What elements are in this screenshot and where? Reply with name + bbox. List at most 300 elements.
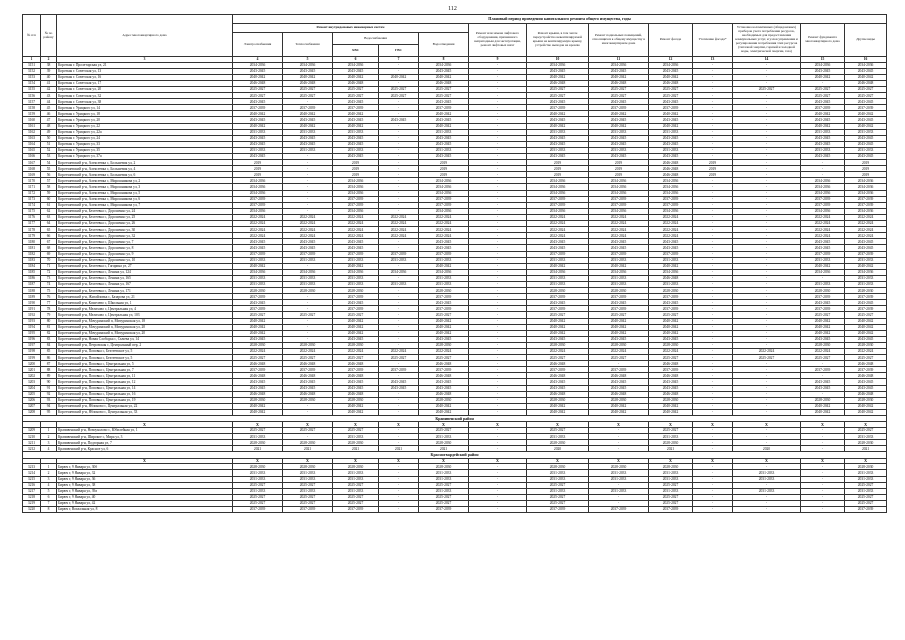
- table-cell: 2043-2045: [283, 245, 333, 251]
- table-cell: 2028-2030: [527, 464, 589, 470]
- table-cell: -: [379, 190, 419, 196]
- table-cell: -: [469, 129, 527, 135]
- table-cell: -: [283, 166, 333, 172]
- table-cell: 3188: [23, 288, 41, 294]
- table-cell: -: [733, 123, 801, 129]
- table-cell: -: [693, 355, 733, 361]
- table-cell: 2031-2033: [283, 275, 333, 281]
- table-cell: 2037-2039: [527, 251, 589, 257]
- table-cell: 2019: [845, 172, 887, 178]
- table-cell: 2025-2027: [649, 494, 693, 500]
- table-cell: 2031-2033: [333, 434, 379, 440]
- table-cell: 2021: [283, 446, 333, 452]
- table-cell: 50: [41, 135, 57, 141]
- table-cell: 11: [589, 57, 649, 63]
- table-cell: 2040-2042: [233, 324, 283, 330]
- table-cell: 2031-2033: [801, 257, 845, 263]
- table-cell: 3218: [23, 494, 41, 500]
- table-cell: 2040-2042: [589, 74, 649, 80]
- table-cell: 2046-2048: [845, 80, 887, 86]
- table-cell: 2043-2045: [283, 141, 333, 147]
- table-cell: 2040-2042: [379, 74, 419, 80]
- table-cell: -: [379, 318, 419, 324]
- table-cell: 54: [41, 160, 57, 166]
- header-internal-systems: Ремонт внутридомовых инженерных систем: [233, 24, 469, 33]
- table-cell: -: [801, 428, 845, 434]
- table-cell: 2037-2039: [801, 202, 845, 208]
- table-cell: 2025-2027: [419, 428, 469, 434]
- table-cell: -: [733, 93, 801, 99]
- table-cell: 2025-2027: [233, 93, 283, 99]
- table-cell: 2040-2042: [233, 330, 283, 336]
- table-cell: 3166: [23, 154, 41, 160]
- table-cell: 2031-2033: [283, 470, 333, 476]
- table-cell: 2028-2030: [333, 342, 379, 348]
- table-cell: Бирюч г, 9 Января ул, 38: [57, 482, 233, 488]
- table-cell: Крапивенский р-н, Красное ул, 6: [57, 446, 233, 452]
- table-cell: 2022-2024: [419, 214, 469, 220]
- table-cell: -: [801, 275, 845, 281]
- table-cell: -: [589, 361, 649, 367]
- table-cell: -: [469, 93, 527, 99]
- table-cell: 2031-2033: [233, 488, 283, 494]
- table-cell: 2025-2027: [283, 482, 333, 488]
- table-cell: 2043-2045: [233, 68, 283, 74]
- table-cell: 58: [41, 184, 57, 190]
- table-cell: 2037-2039: [845, 306, 887, 312]
- table-cell: 2040-2042: [419, 123, 469, 129]
- table-cell: 2040-2042: [649, 74, 693, 80]
- table-cell: -: [733, 190, 801, 196]
- table-cell: 2022-2024: [333, 214, 379, 220]
- table-cell: -: [693, 233, 733, 239]
- table-cell: -: [379, 178, 419, 184]
- table-cell: 2040-2042: [845, 324, 887, 330]
- table-cell: -: [469, 349, 527, 355]
- table-cell: -: [379, 99, 419, 105]
- table-cell: -: [379, 123, 419, 129]
- table-cell: 83: [41, 336, 57, 342]
- table-cell: -: [283, 403, 333, 409]
- table-cell: -: [469, 391, 527, 397]
- table-cell: 2037-2039: [419, 202, 469, 208]
- table-cell: 2040-2042: [419, 74, 469, 80]
- table-cell: 2031-2033: [845, 488, 887, 494]
- table-cell: 2046-2048: [233, 80, 283, 86]
- table-cell: -: [469, 147, 527, 153]
- page-number: 112: [448, 6, 457, 12]
- table-cell: 2025-2027: [845, 86, 887, 92]
- table-cell: 2043-2045: [649, 336, 693, 342]
- table-cell: 2037-2039: [649, 306, 693, 312]
- table-cell: -: [733, 312, 801, 318]
- table-cell: 2043-2045: [233, 379, 283, 385]
- table-cell: 5: [41, 488, 57, 494]
- table-cell: 2043-2045: [589, 99, 649, 105]
- table-cell: 2043-2045: [845, 68, 887, 74]
- table-cell: -: [733, 74, 801, 80]
- table-cell: 3163: [23, 135, 41, 141]
- table-cell: 5: [283, 57, 333, 63]
- table-cell: 2043-2045: [801, 300, 845, 306]
- table-cell: 2040-2042: [333, 403, 379, 409]
- table-cell: 3207: [23, 403, 41, 409]
- table-cell: -: [469, 507, 527, 513]
- table-cell: 2019: [527, 166, 589, 172]
- table-cell: X: [527, 458, 589, 464]
- table-cell: -: [733, 464, 801, 470]
- table-cell: 2031-2033: [333, 257, 379, 263]
- table-cell: -: [733, 428, 801, 434]
- table-cell: 2040-2042: [649, 123, 693, 129]
- table-cell: -: [469, 361, 527, 367]
- table-cell: 2028-2030: [233, 440, 283, 446]
- table-cell: -: [733, 154, 801, 160]
- table-cell: 2025-2027: [333, 428, 379, 434]
- table-cell: -: [469, 68, 527, 74]
- table-cell: 49: [41, 129, 57, 135]
- table-cell: 2034-2036: [527, 269, 589, 275]
- table-cell: 7: [41, 500, 57, 506]
- table-cell: 2043-2045: [589, 141, 649, 147]
- table-cell: 2034-2036: [801, 178, 845, 184]
- table-cell: -: [801, 440, 845, 446]
- table-cell: -: [693, 263, 733, 269]
- table-cell: Коротчаевский р-н, Мочуринский п, Мичуринская ул, 20: [57, 330, 233, 336]
- table-cell: 2031-2033: [845, 434, 887, 440]
- header-heating: Теплоснабжения: [283, 33, 333, 57]
- table-cell: -: [379, 147, 419, 153]
- table-cell: -: [283, 208, 333, 214]
- table-cell: 2040-2042: [845, 123, 887, 129]
- table-cell: 2025-2027: [283, 500, 333, 506]
- table-cell: -: [469, 312, 527, 318]
- table-cell: 2022-2024: [801, 349, 845, 355]
- table-cell: Коротчаевский р-н, Мочуринский п, Мичуринская ул, 20: [57, 324, 233, 330]
- table-cell: -: [693, 269, 733, 275]
- table-cell: Бирюч г, 9 Января ул, 42: [57, 500, 233, 506]
- table-cell: 2022-2024: [527, 227, 589, 233]
- table-cell: -: [693, 367, 733, 373]
- table-cell: 2025-2027: [589, 86, 649, 92]
- table-cell: 2031-2033: [333, 275, 379, 281]
- table-cell: 2040-2042: [419, 330, 469, 336]
- table-cell: 2020: [527, 446, 589, 452]
- table-cell: Короткая г. Советская ул, 13: [57, 68, 233, 74]
- table-cell: 3180: [23, 239, 41, 245]
- table-cell: 2043-2045: [333, 239, 379, 245]
- table-cell: -: [469, 385, 527, 391]
- table-cell: 2022-2024: [333, 227, 379, 233]
- table-cell: 64: [41, 221, 57, 227]
- table-cell: 84: [41, 342, 57, 348]
- table-cell: 2031-2033: [233, 275, 283, 281]
- table-cell: 2043-2045: [419, 141, 469, 147]
- table-cell: -: [469, 440, 527, 446]
- table-cell: -: [283, 160, 333, 166]
- table-cell: 77: [41, 300, 57, 306]
- table-cell: 2034-2036: [333, 190, 379, 196]
- table-cell: 2031-2033: [233, 147, 283, 153]
- table-cell: 61: [41, 202, 57, 208]
- table-cell: 3176: [23, 214, 41, 220]
- table-cell: 2031-2033: [379, 281, 419, 287]
- table-cell: Коротчаевский р-н, Бехтеевка с, Дорошенко ул, 25: [57, 214, 233, 220]
- table-cell: 2031-2033: [233, 470, 283, 476]
- table-cell: Бирюч г, 9 Января ул, 36: [57, 476, 233, 482]
- table-cell: 2037-2039: [589, 367, 649, 373]
- table-cell: -: [379, 470, 419, 476]
- table-cell: 2025-2027: [419, 355, 469, 361]
- table-cell: 2031-2033: [527, 257, 589, 263]
- table-cell: Короткая г. Советская ул, 38: [57, 99, 233, 105]
- table-cell: 3175: [23, 208, 41, 214]
- table-cell: 2040-2042: [801, 403, 845, 409]
- table-cell: 2043-2045: [333, 135, 379, 141]
- table-cell: 2031-2033: [649, 129, 693, 135]
- table-cell: -: [693, 361, 733, 367]
- table-cell: 2031-2033: [649, 434, 693, 440]
- table-cell: 3179: [23, 233, 41, 239]
- table-cell: -: [469, 202, 527, 208]
- table-cell: 4: [41, 446, 57, 452]
- table-cell: -: [693, 245, 733, 251]
- table-cell: 3158: [23, 105, 41, 111]
- table-cell: 2043-2045: [649, 141, 693, 147]
- table-cell: 2: [41, 434, 57, 440]
- table-cell: -: [733, 160, 801, 166]
- table-cell: 2022-2024: [333, 233, 379, 239]
- table-cell: Коротчаевский р-н, Алексеевка с, Большевик ул, 2: [57, 160, 233, 166]
- table-cell: -: [379, 409, 419, 415]
- table-cell: 92: [41, 391, 57, 397]
- table-cell: 2034-2036: [333, 184, 379, 190]
- table-cell: 2031-2033: [333, 129, 379, 135]
- table-cell: 2025-2027: [419, 500, 469, 506]
- table-cell: 2040-2042: [649, 403, 693, 409]
- table-cell: 2037-2039: [233, 294, 283, 300]
- table-cell: 2028-2030: [419, 288, 469, 294]
- table-cell: 2022-2024: [845, 227, 887, 233]
- table-cell: 2025-2027: [333, 355, 379, 361]
- table-cell: 2037-2039: [801, 306, 845, 312]
- table-cell: -: [693, 312, 733, 318]
- table-cell: -: [469, 251, 527, 257]
- table-cell: 2031-2033: [733, 470, 801, 476]
- table-cell: X: [801, 458, 845, 464]
- table-cell: X: [589, 422, 649, 428]
- table-cell: -: [379, 428, 419, 434]
- table-cell: 3217: [23, 488, 41, 494]
- table-cell: 2043-2045: [589, 245, 649, 251]
- table-cell: 2043-2045: [419, 117, 469, 123]
- table-cell: 2037-2039: [589, 306, 649, 312]
- table-cell: -: [733, 440, 801, 446]
- table-cell: 81: [41, 324, 57, 330]
- table-cell: 2022-2024: [283, 227, 333, 233]
- table-cell: 2040-2042: [801, 123, 845, 129]
- table-cell: -: [693, 397, 733, 403]
- table-cell: -: [801, 446, 845, 452]
- table-cell: 42: [41, 86, 57, 92]
- table-cell: Бирюч г, 9 Января ул, 40: [57, 494, 233, 500]
- table-cell: -: [469, 227, 527, 233]
- table-cell: 2031-2033: [283, 129, 333, 135]
- table-cell: 2034-2036: [649, 178, 693, 184]
- table-cell: 85: [41, 349, 57, 355]
- table-cell: 3196: [23, 336, 41, 342]
- table-cell: 2028-2030: [333, 440, 379, 446]
- table-cell: -: [693, 214, 733, 220]
- table-cell: 2019: [589, 160, 649, 166]
- table-cell: 2043-2045: [419, 385, 469, 391]
- header-meters: Установка коллективных (общедомовых) приборов учета потребления ресурсов, необходимых для предоставления коммунальных услуг, и узлов управления и регулирования потребления этих ресурсов (тепловой энергии, горячей и холодной воды, электрической энергии, газа): [733, 24, 801, 57]
- table-cell: 2028-2030: [801, 397, 845, 403]
- table-cell: Коротчаевский р-н, Бехтеевка с, Дорошенко ул, 24: [57, 208, 233, 214]
- table-cell: -: [733, 208, 801, 214]
- table-cell: -: [693, 129, 733, 135]
- table-cell: 2022-2024: [233, 221, 283, 227]
- table-cell: -: [693, 154, 733, 160]
- table-cell: Короткая г. Урицкого ул, 20: [57, 117, 233, 123]
- table-cell: 2040-2042: [233, 74, 283, 80]
- table-cell: 2028-2030: [649, 464, 693, 470]
- table-cell: -: [469, 379, 527, 385]
- table-cell: 2025-2027: [233, 428, 283, 434]
- table-cell: 2043-2045: [333, 385, 379, 391]
- table-cell: -: [733, 281, 801, 287]
- table-cell: 2040-2042: [333, 409, 379, 415]
- table-row: [23, 507, 887, 513]
- table-cell: 2022-2024: [589, 221, 649, 227]
- table-cell: 2046-2048: [649, 80, 693, 86]
- table-cell: -: [693, 482, 733, 488]
- table-cell: 2019: [589, 166, 649, 172]
- table-cell: 2043-2045: [233, 385, 283, 391]
- table-cell: -: [469, 172, 527, 178]
- table-cell: -: [469, 166, 527, 172]
- table-cell: 2028-2030: [419, 464, 469, 470]
- header-roof: Ремонт крыши, в том числе переустройство невентилируемой крыши на вентилируемую крышу, устройство выходов на кровлю: [527, 24, 589, 57]
- table-cell: 2028-2030: [233, 397, 283, 403]
- table-cell: 2031-2033: [527, 476, 589, 482]
- table-cell: -: [469, 74, 527, 80]
- table-cell: 2043-2045: [845, 141, 887, 147]
- table-cell: Коротчаевский р-н, Жигайловка с, Базарова ул, 21: [57, 294, 233, 300]
- table-cell: 2031-2033: [845, 476, 887, 482]
- table-cell: Коротчаевский р-н, Алексеевка с, Большевик ул, 4: [57, 166, 233, 172]
- table-cell: -: [693, 470, 733, 476]
- table-cell: -: [693, 135, 733, 141]
- table-cell: -: [589, 446, 649, 452]
- table-cell: 2040-2042: [589, 409, 649, 415]
- table-cell: -: [379, 464, 419, 470]
- table-cell: -: [801, 476, 845, 482]
- table-cell: 2028-2030: [649, 342, 693, 348]
- table-cell: Коротчаевский р-н, Поповка с, Бехтеевское ул, 5: [57, 349, 233, 355]
- table-cell: 2034-2036: [419, 184, 469, 190]
- table-cell: 88: [41, 367, 57, 373]
- table-cell: 3157: [23, 99, 41, 105]
- table-cell: -: [283, 190, 333, 196]
- table-cell: 2037-2039: [333, 367, 379, 373]
- table-cell: -: [379, 361, 419, 367]
- table-cell: 2031-2033: [845, 147, 887, 153]
- table-cell: 2022-2024: [419, 349, 469, 355]
- table-cell: 16: [845, 57, 887, 63]
- table-cell: 2043-2045: [419, 379, 469, 385]
- table-cell: 2031-2033: [233, 434, 283, 440]
- table-cell: 2043-2045: [801, 245, 845, 251]
- table-cell: 2037-2039: [233, 306, 283, 312]
- table-cell: 3220: [23, 507, 41, 513]
- table-cell: 2043-2045: [419, 245, 469, 251]
- table-cell: 3209: [23, 428, 41, 434]
- table-cell: -: [589, 494, 649, 500]
- table-cell: -: [379, 135, 419, 141]
- table-cell: -: [469, 245, 527, 251]
- table-cell: 2043-2045: [801, 239, 845, 245]
- table-cell: 2031-2033: [589, 476, 649, 482]
- table-cell: 2043-2045: [845, 379, 887, 385]
- table-cell: -: [693, 306, 733, 312]
- table-cell: -: [693, 62, 733, 68]
- table-cell: 2028-2030: [649, 397, 693, 403]
- table-cell: 2031-2033: [845, 470, 887, 476]
- table-cell: -: [469, 409, 527, 415]
- table-cell: 3: [57, 57, 233, 63]
- table-cell: 2022-2024: [283, 221, 333, 227]
- table-cell: Коротчаевский р-н, Поповка с, Центральная ул, 11: [57, 373, 233, 379]
- table-cell: 2046-2048: [845, 361, 887, 367]
- table-cell: -: [379, 300, 419, 306]
- table-cell: -: [379, 494, 419, 500]
- table-cell: 3201: [23, 367, 41, 373]
- table-cell: -: [469, 500, 527, 506]
- table-cell: 2046-2048: [649, 172, 693, 178]
- table-cell: 2043-2045: [649, 154, 693, 160]
- table-cell: 2040-2042: [527, 263, 589, 269]
- table-cell: 90: [41, 379, 57, 385]
- header-facade: Ремонт фасада: [649, 24, 693, 57]
- table-cell: 46: [41, 111, 57, 117]
- table-cell: 2037-2039: [283, 251, 333, 257]
- table-cell: 2043-2045: [589, 385, 649, 391]
- table-cell: -: [733, 500, 801, 506]
- table-cell: 2025-2027: [283, 494, 333, 500]
- table-cell: X: [469, 422, 527, 428]
- table-cell: 2046-2048: [419, 361, 469, 367]
- table-cell: 2043-2045: [589, 135, 649, 141]
- table-cell: 2034-2036: [233, 269, 283, 275]
- table-cell: -: [693, 178, 733, 184]
- table-cell: 2043-2045: [845, 135, 887, 141]
- table-cell: 65: [41, 227, 57, 233]
- table-cell: 2034-2036: [527, 208, 589, 214]
- table-cell: 2046-2048: [233, 391, 283, 397]
- table-cell: 2037-2039: [845, 251, 887, 257]
- table-cell: 2040-2042: [333, 330, 379, 336]
- table-cell: -: [693, 446, 733, 452]
- table-cell: 2034-2036: [589, 62, 649, 68]
- table-cell: 2043-2045: [801, 68, 845, 74]
- table-cell: 2046-2048: [649, 275, 693, 281]
- table-cell: -: [379, 263, 419, 269]
- table-cell: -: [733, 482, 801, 488]
- table-cell: Коротчаевский р-н, Новая Слободка с, Сычева ул, 14: [57, 336, 233, 342]
- table-cell: -: [801, 464, 845, 470]
- table-cell: Коротчаевский р-н, Поповка с, Центральная ул, 7: [57, 367, 233, 373]
